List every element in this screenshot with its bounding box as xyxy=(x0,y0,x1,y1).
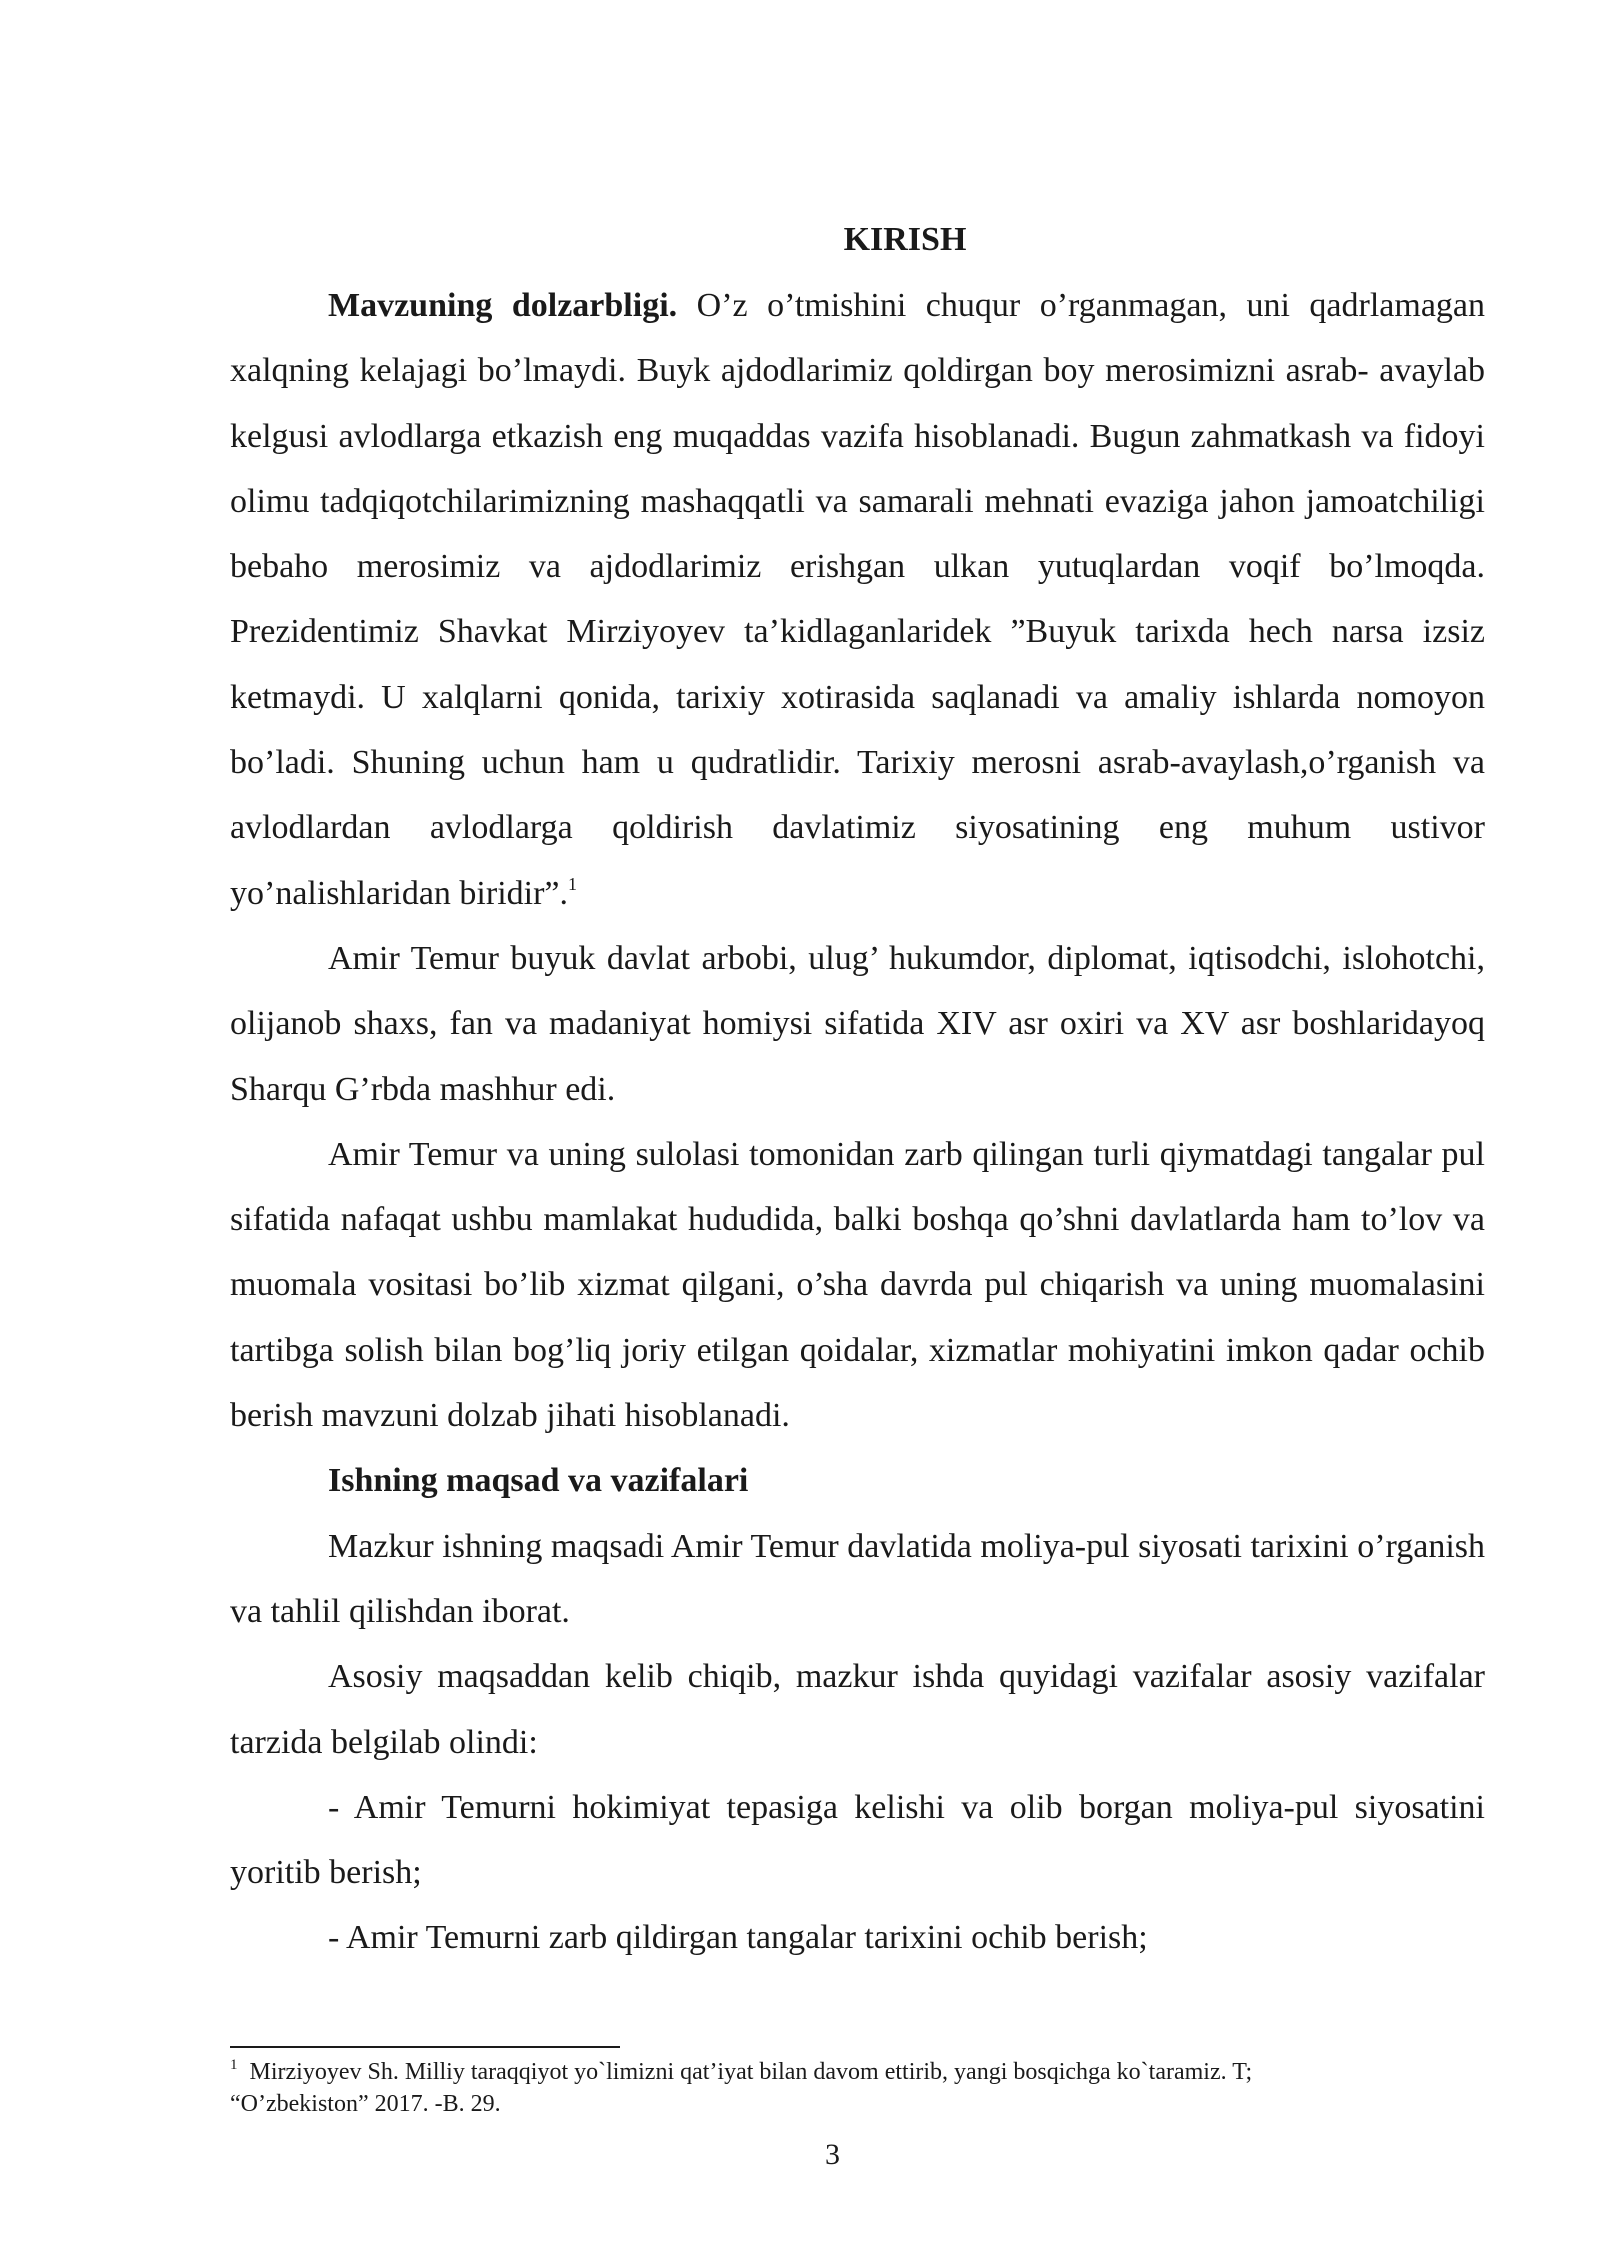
footnote-text: Mirziyoyev Sh. Milliy taraqqiyot yo`limizni qat’iyat bilan davom ettirib, yangi bosqichga ko`taramiz. T; xyxy=(249,2059,1253,2085)
footnote-line xyxy=(230,2056,1470,2088)
task-item: - Amir Temurni hokimiyat tepasiga kelishi va olib borgan moliya-pul siyosatini yoritib berish; xyxy=(230,1788,1485,1892)
coins-paragraph: Amir Temur va uning sulolasi tomonidan zarb qilingan turli qiymatdagi tangalar pul sifatida nafaqat ushbu mamlakat hududida, balki boshqa qo’shni davlatlarda ham to’lov va muomala vositasi bo’lib xizmat qilgani, o’sha davrda pul chiqarish va uning muomalasini tartibga solish bilan bog’liq joriy etilgan qoidalar, xizmatlar mohiyatini imkon qadar ochib berish mavzuni dolzab jihati hisoblanadi. xyxy=(230,1135,1485,1435)
footnote-reference: 1 xyxy=(568,873,578,894)
footnote-line: “O’zbekiston” 2017. -B. 29. xyxy=(230,2091,501,2117)
footnote xyxy=(230,2056,1470,2120)
relevance-paragraph xyxy=(230,273,1485,926)
footnote-separator xyxy=(230,2046,620,2048)
task-item: - Amir Temurni zarb qildirgan tangalar tarixini ochib berish; xyxy=(328,1919,1148,1957)
amir-temur-paragraph: Amir Temur buyuk davlat arbobi, ulug’ hukumdor, diplomat, iqtisodchi, islohotchi, olijanob shaxs, fan va madaniyat homiysi sifatida XIV asr oxiri va XV asr boshlaridayoq Sharqu G’rbda mashhur edi. xyxy=(230,939,1485,1108)
page-number: 3 xyxy=(825,2138,840,2171)
section-heading: Ishning maqsad va vazifalari xyxy=(328,1462,749,1500)
goal-paragraph: Mazkur ishning maqsadi Amir Temur davlatida moliya-pul siyosati tarixini o’rganish va tahlil qilishdan iborat. xyxy=(230,1527,1485,1630)
tasks-intro-paragraph: Asosiy maqsaddan kelib chiqib, mazkur ishda quyidagi vazifalar asosiy vazifalar tarzida belgilab olindi: xyxy=(230,1658,1485,1761)
document-body xyxy=(230,208,1485,1971)
footnote-marker: 1 xyxy=(230,2057,238,2073)
page-title: KIRISH xyxy=(843,221,967,258)
relevance-text: O’z o’tmishini chuqur o’rganmagan, uni qadrlamagan xalqning kelajagi bo’lmaydi. Buyk ajdodlarimiz qoldirgan boy merosimizni asrab- avaylab kelgusi avlodlarga etkazish eng muqaddas vazifa hisoblanadi. Bugun zahmatkash va fidoyi olimu tadqiqotchilarimizning mashaqqatli va samarali mehnati evaziga jahon jamoatchiligi bebaho merosimiz va ajdodlarimiz erishgan ulkan yutuqlardan voqif bo’lmoqda. Prezidentimiz Shavkat Mirziyoyev ta’kidlaganlaridek ”Buyuk tarixda hech narsa izsiz ketmaydi. U xalqlarni qonida, tarixiy xotirasida saqlanadi va amaliy ishlarda nomoyon bo’ladi. Shuning uchun ham u qudratlidir. Tarixiy merosni asrab-avaylash,o’rganish va avlodlardan avlodlarga qoldirish davlatimiz siyosatining eng muhum ustivor yo’nalishlaridan biridir”. xyxy=(230,287,1486,912)
relevance-lead: Mavzuning dolzarbligi. xyxy=(328,287,678,324)
